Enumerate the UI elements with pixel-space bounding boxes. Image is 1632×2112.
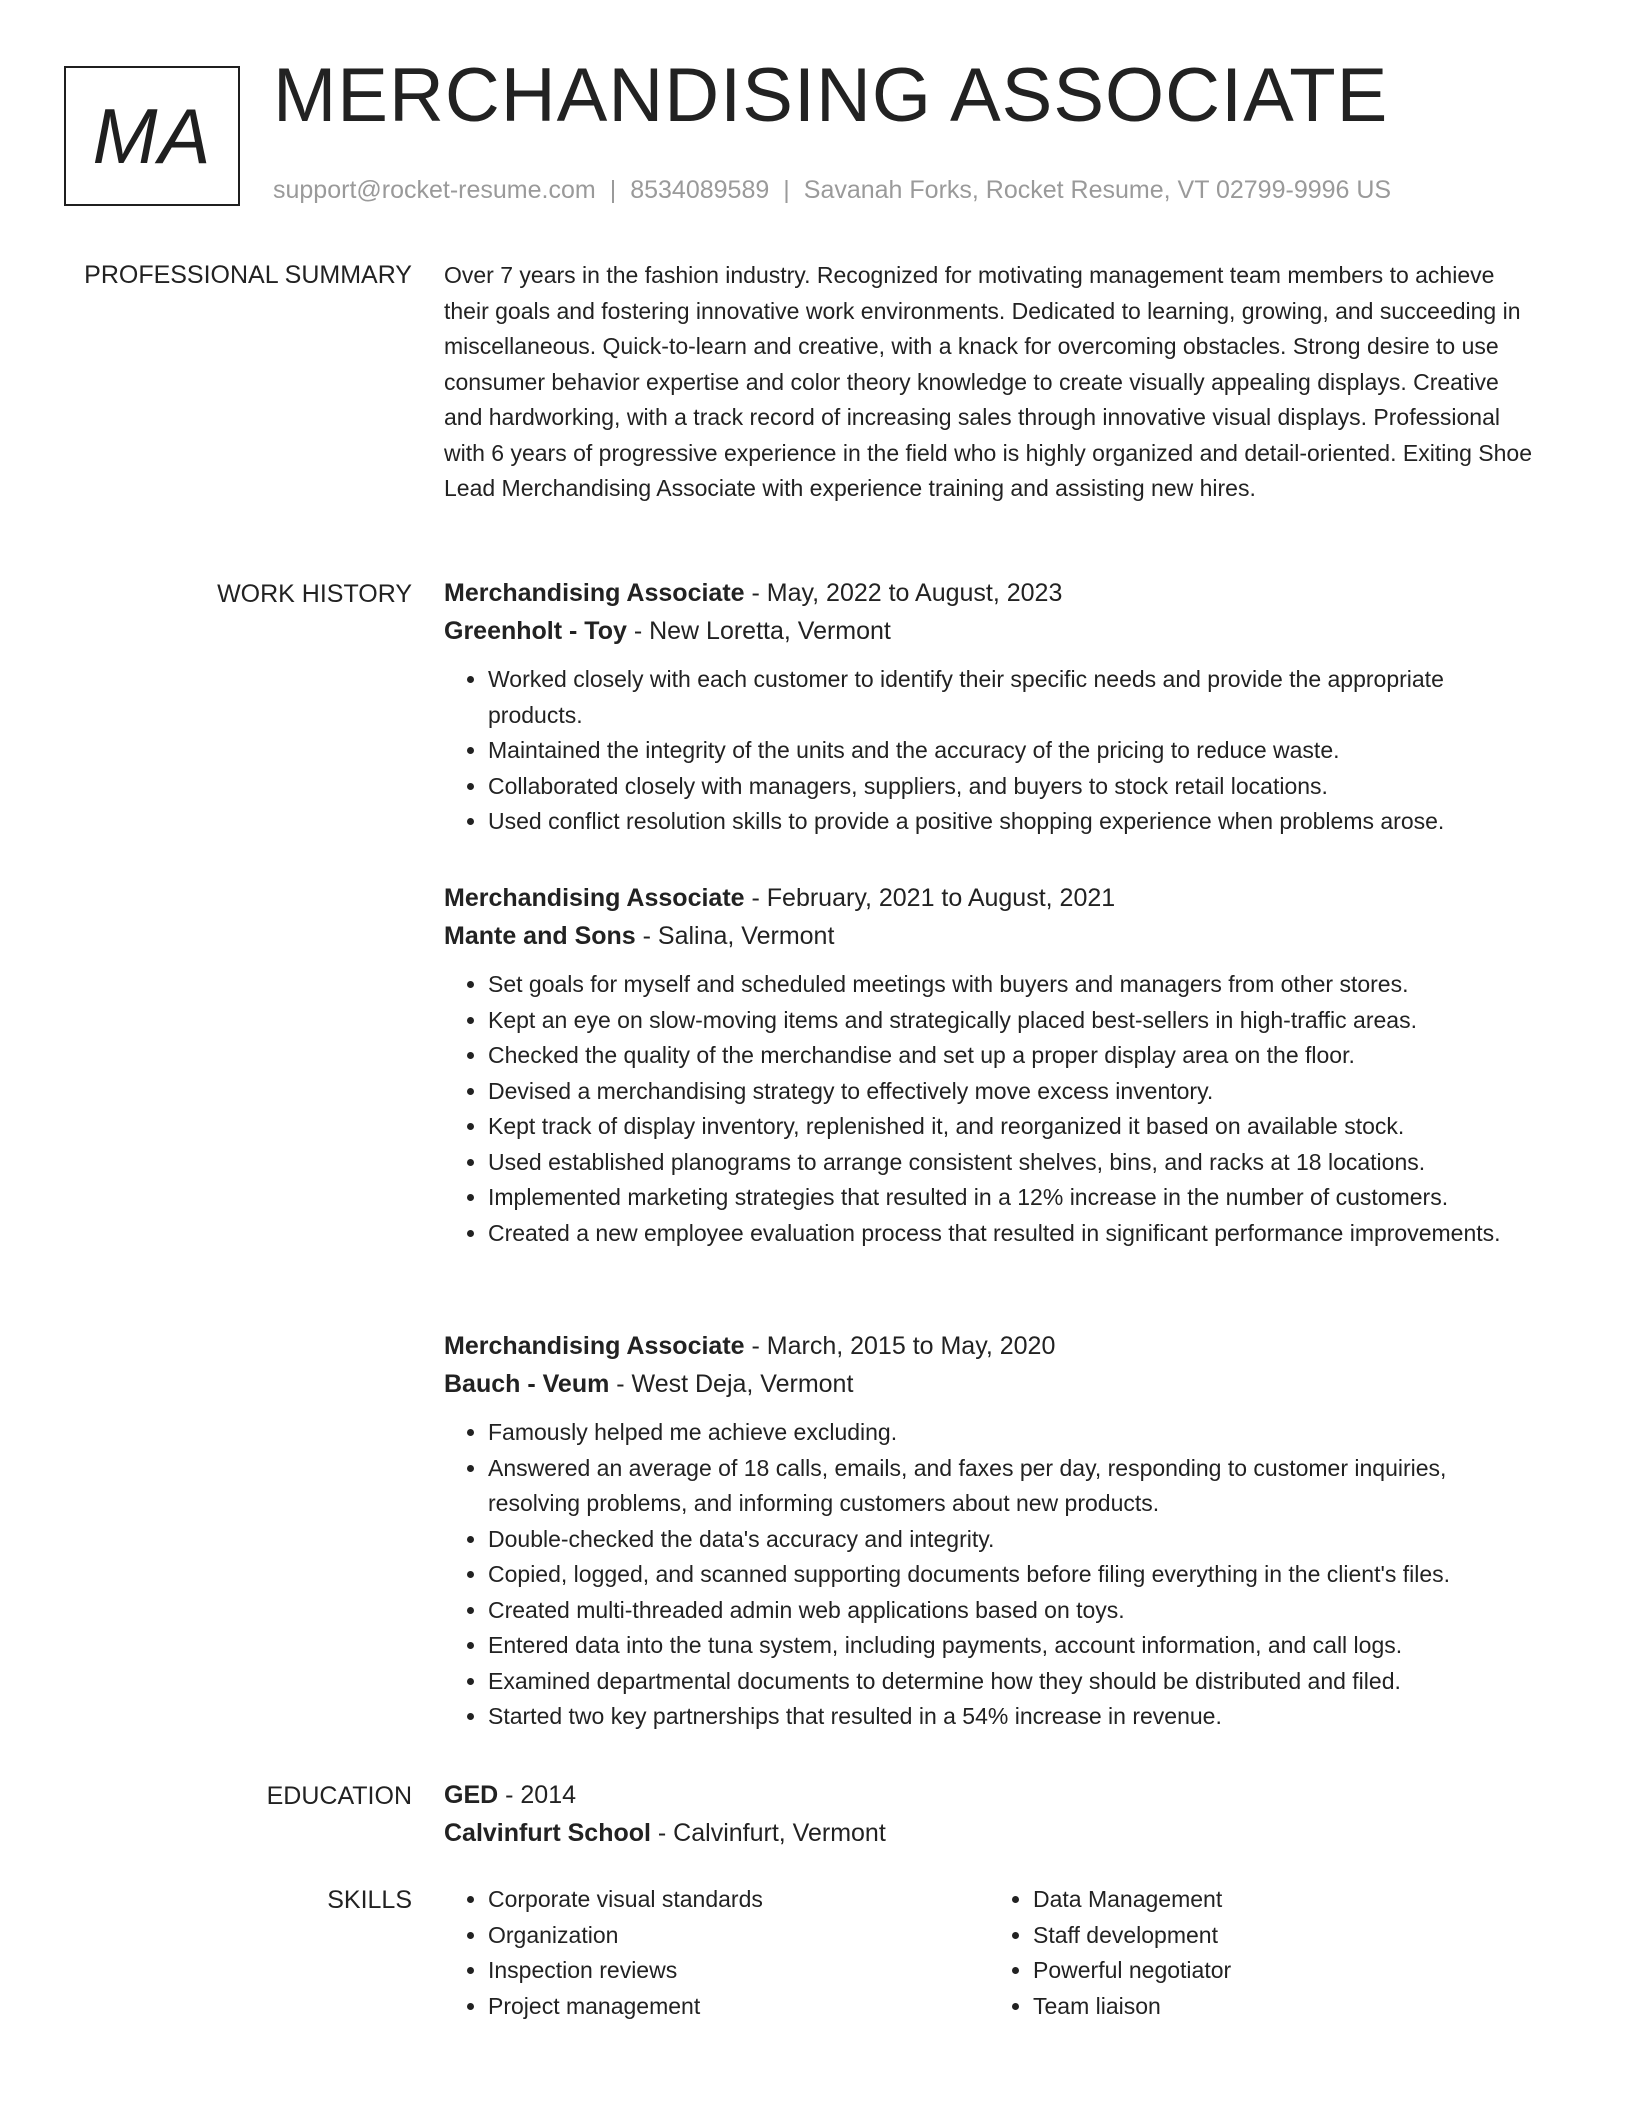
skill-item: • Staff development — [1033, 1918, 1534, 1954]
summary-text: Over 7 years in the fashion industry. Recognized for motivating management team members to achieve their goals and fostering innovative work environments. Dedicated to learning, growing, and succeeding in miscellaneous. Quick-to-learn and creative, with a knack for overcoming obstacles. Strong desire to use consumer behavior expertise and color theory knowledge to create visually appealing displays. Creative and hardworking, with a track record of increasing sales through innovative visual displays. Professional with 6 years of progressive experience in the field who is highly organized and detail-oriented. Exiting Shoe Lead Merchandising Associate with experience training and assisting new hires. — [444, 262, 1533, 501]
job-bullets — [444, 1415, 1534, 1735]
skill-item: • Team liaison — [1033, 1989, 1534, 2025]
skill-item: • Organization — [488, 1918, 989, 1954]
skills-section — [444, 1882, 1534, 2024]
list-item: • Started two key partnerships that resulted in a 54% increase in revenue. — [488, 1699, 1534, 1735]
section-label-summary: PROFESSIONAL SUMMARY — [84, 261, 412, 289]
job-entry — [444, 574, 1534, 840]
list-item: • Created a new employee evaluation process that resulted in significant performance improvements. — [488, 1216, 1534, 1252]
job-title-line — [444, 574, 1534, 612]
school-line — [444, 1814, 1534, 1852]
company-name: Greenholt - Toy — [444, 617, 627, 645]
job-title: Merchandising Associate — [444, 1332, 745, 1360]
summary-section — [444, 258, 1534, 507]
skill-item: • Data Management — [1033, 1882, 1534, 1918]
list-item: • Double-checked the data's accuracy and integrity. — [488, 1522, 1534, 1558]
skill-item: • Corporate visual standards — [488, 1882, 989, 1918]
list-item: • Examined departmental documents to determine how they should be distributed and filed. — [488, 1664, 1534, 1700]
list-item: • Entered data into the tuna system, including payments, account information, and call logs. — [488, 1628, 1534, 1664]
skills-columns — [444, 1882, 1534, 2024]
company-line — [444, 612, 1534, 650]
job-title-line — [444, 879, 1534, 917]
list-item: • Implemented marketing strategies that resulted in a 12% increase in the number of customers. — [488, 1180, 1534, 1216]
resume-title: MERCHANDISING ASSOCIATE — [273, 53, 1389, 138]
skills-column-right — [989, 1882, 1534, 2024]
company-line — [444, 917, 1534, 955]
list-item: • Collaborated closely with managers, suppliers, and buyers to stock retail locations. — [488, 769, 1534, 805]
list-item: • Set goals for myself and scheduled meetings with buyers and managers from other stores. — [488, 967, 1534, 1003]
job-title: Merchandising Associate — [444, 579, 745, 607]
job-entry — [444, 1327, 1534, 1735]
company-location: - Salina, Vermont — [635, 922, 835, 950]
contact-separator: | — [609, 176, 617, 204]
company-name: Mante and Sons — [444, 922, 636, 950]
list-item: • Worked closely with each customer to identify their specific needs and provide the appropriate products. — [488, 662, 1534, 733]
list-item: • Famously helped me achieve excluding. — [488, 1415, 1534, 1451]
list-item: • Maintained the integrity of the units and the accuracy of the pricing to reduce waste. — [488, 733, 1534, 769]
list-item: • Copied, logged, and scanned supporting documents before filing everything in the client's files. — [488, 1557, 1534, 1593]
job-entry — [444, 879, 1534, 1251]
company-name: Bauch - Veum — [444, 1370, 610, 1398]
degree-line — [444, 1776, 1534, 1814]
school-name: Calvinfurt School — [444, 1819, 651, 1847]
company-location: - West Deja, Vermont — [609, 1370, 854, 1398]
monogram-box — [64, 66, 240, 206]
list-item: • Answered an average of 18 calls, emails, and faxes per day, responding to customer inquiries, resolving problems, and informing customers about new products. — [488, 1451, 1534, 1522]
company-location: - New Loretta, Vermont — [626, 617, 891, 645]
job-dates: - March, 2015 to May, 2020 — [744, 1332, 1056, 1360]
section-label-education: EDUCATION — [266, 1782, 412, 1810]
section-label-work: WORK HISTORY — [217, 580, 412, 608]
list-item: • Used established planograms to arrange consistent shelves, bins, and racks at 18 locations. — [488, 1145, 1534, 1181]
skill-item: • Project management — [488, 1989, 989, 2025]
contact-email: support@rocket-resume.com — [273, 176, 596, 204]
degree-year: - 2014 — [498, 1781, 577, 1809]
section-label-skills: SKILLS — [327, 1886, 412, 1914]
list-item: • Used conflict resolution skills to provide a positive shopping experience when problems arose. — [488, 804, 1534, 840]
list-item: • Kept an eye on slow-moving items and strategically placed best-sellers in high-traffic areas. — [488, 1003, 1534, 1039]
skills-list — [444, 1882, 989, 2024]
skills-list — [989, 1882, 1534, 2024]
monogram-initials: MA — [92, 92, 212, 180]
company-line — [444, 1365, 1534, 1403]
school-location: - Calvinfurt, Vermont — [650, 1819, 886, 1847]
job-bullets — [444, 662, 1534, 840]
contact-address: Savanah Forks, Rocket Resume, VT 02799-9996 US — [803, 176, 1392, 204]
list-item: • Checked the quality of the merchandise and set up a proper display area on the floor. — [488, 1038, 1534, 1074]
job-title: Merchandising Associate — [444, 884, 745, 912]
job-bullets — [444, 967, 1534, 1251]
contact-line — [273, 176, 1391, 205]
list-item: • Devised a merchandising strategy to effectively move excess inventory. — [488, 1074, 1534, 1110]
education-entry — [444, 1776, 1534, 1852]
list-item: • Kept track of display inventory, replenished it, and reorganized it based on available stock. — [488, 1109, 1534, 1145]
skill-item: • Inspection reviews — [488, 1953, 989, 1989]
list-item: • Created multi-threaded admin web applications based on toys. — [488, 1593, 1534, 1629]
degree-name: GED — [444, 1781, 499, 1809]
skill-item: • Powerful negotiator — [1033, 1953, 1534, 1989]
job-dates: - February, 2021 to August, 2021 — [744, 884, 1116, 912]
job-title-line — [444, 1327, 1534, 1365]
job-dates: - May, 2022 to August, 2023 — [744, 579, 1063, 607]
contact-separator: | — [783, 176, 790, 204]
contact-phone: 8534089589 — [630, 176, 770, 204]
skills-column-left — [444, 1882, 989, 2024]
